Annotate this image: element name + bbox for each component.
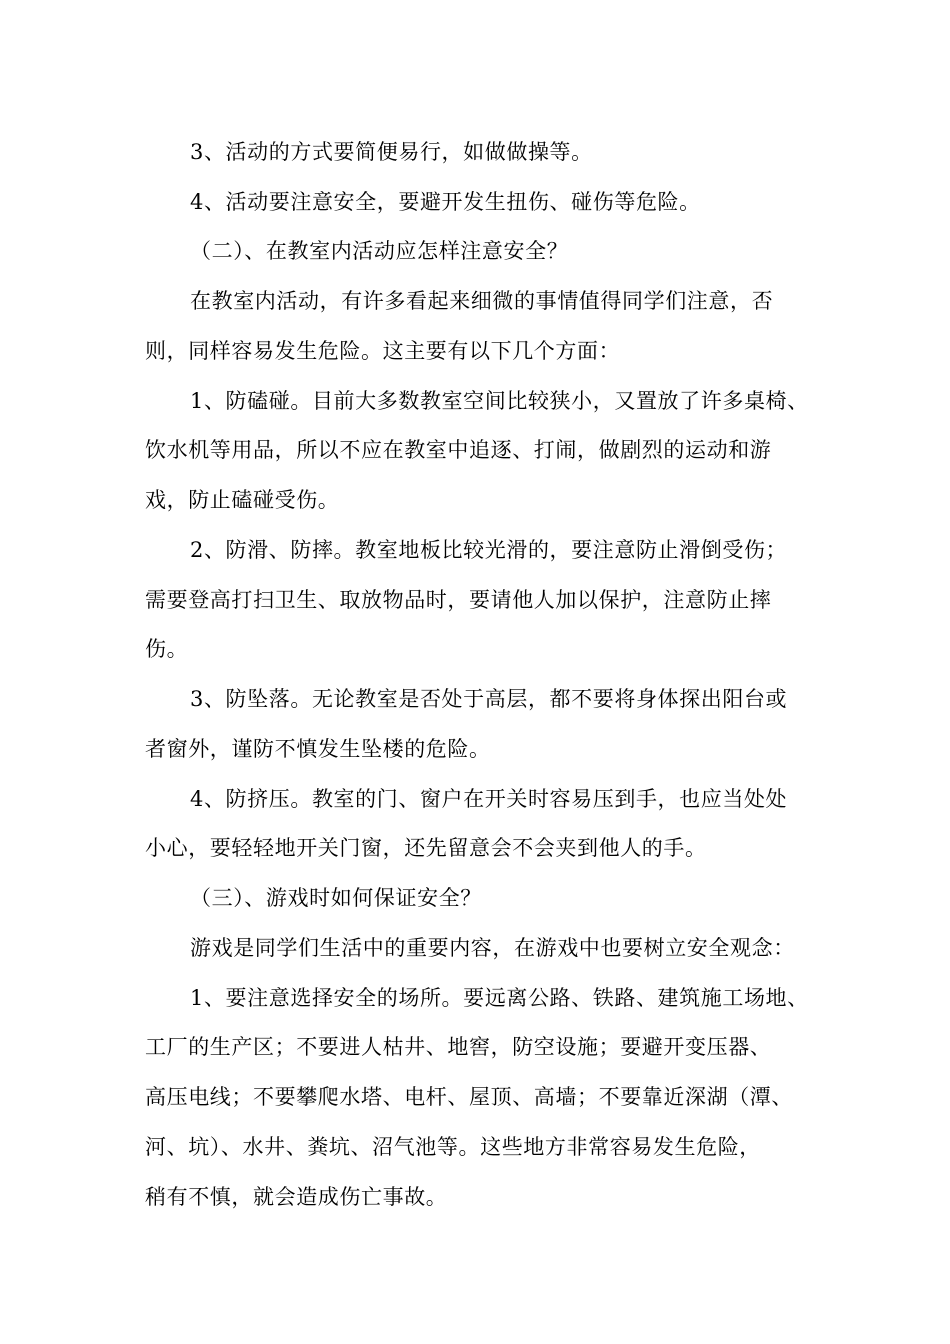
text-line: 稍有不慎，就会造成伤亡事故。 [145,1185,448,1209]
text-line: 则，同样容易发生危险。这主要有以下几个方面： [145,339,621,363]
text-line: 1、防磕碰。目前大多数教室空间比较狭小，又置放了许多桌椅、 [190,389,809,413]
section-heading: （二）、在教室内活动应怎样注意安全？ [190,239,569,263]
text-line: 3、防坠落。无论教室是否处于高层，都不要将身体探出阳台或 [190,687,788,711]
text-line: 高压电线；不要攀爬水塔、电杆、屋顶、高墙；不要靠近深湖（潭、 [145,1085,793,1109]
text-line: 在教室内活动，有许多看起来细微的事情值得同学们注意，否 [190,289,774,313]
text-line: 工厂的生产区；不要进人枯井、地窖，防空设施；要避开变压器、 [145,1035,772,1059]
text-line: 1、要注意选择安全的场所。要远离公路、铁路、建筑施工场地、 [190,986,809,1010]
text-line: 小心，要轻轻地开关门窗，还先留意会不会夹到他人的手。 [145,836,707,860]
text-line: 戏，防止磕碰受伤。 [145,488,340,512]
text-line: 4、防挤压。教室的门、窗户在开关时容易压到手，也应当处处 [190,787,788,811]
text-line: 游戏是同学们生活中的重要内容，在游戏中也要树立安全观念： [190,936,795,960]
text-line: 3、活动的方式要简便易行，如做做操等。 [190,140,593,164]
section-heading: （三）、游戏时如何保证安全？ [190,886,482,910]
text-line: 2、防滑、防摔。教室地板比较光滑的，要注意防止滑倒受伤； [190,538,788,562]
text-line: 伤。 [145,637,189,661]
text-line: 4、活动要注意安全，要避开发生扭伤、碰伤等危险。 [190,190,701,214]
text-line: 饮水机等用品，所以不应在教室中追逐、打闹，做剧烈的运动和游 [145,438,772,462]
text-line: 需要登高打扫卫生、取放物品时，要请他人加以保护，注意防止摔 [145,588,772,612]
text-line: 河、坑）、水井、粪坑、沼气池等。这些地方非常容易发生危险， [145,1135,761,1159]
text-line: 者窗外，谨防不慎发生坠楼的危险。 [145,737,491,761]
